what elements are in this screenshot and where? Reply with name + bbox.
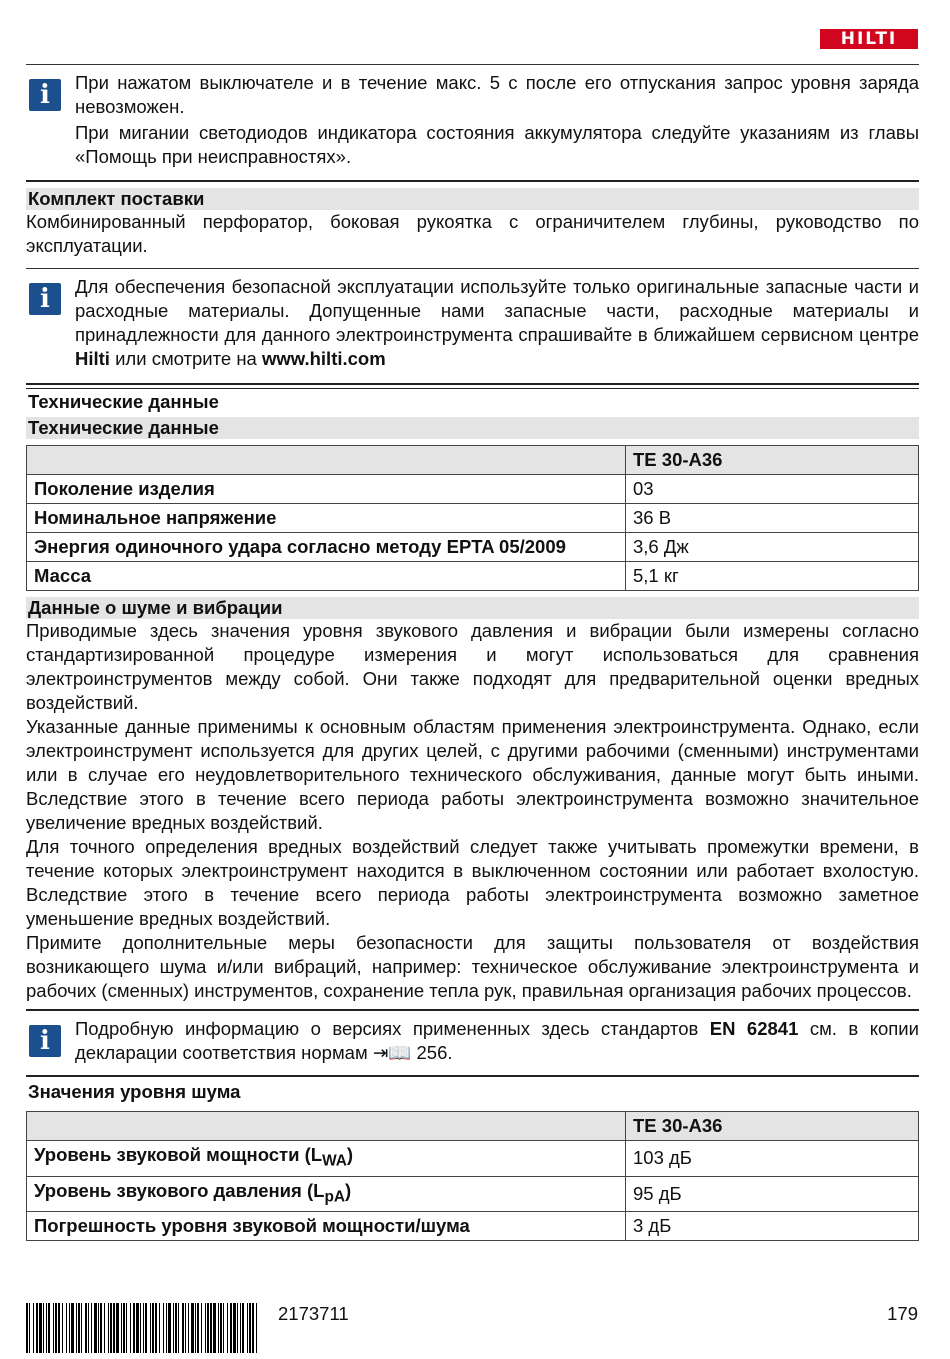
section-title-tech-outer: Технические данные: [28, 391, 219, 412]
page-content: [26, 64, 919, 1241]
info-icon: i: [29, 79, 61, 111]
info-note-battery: [26, 65, 919, 175]
section-title-noise: Данные о шуме и вибрации: [26, 597, 919, 619]
divider: [26, 1075, 919, 1077]
table-row: Номинальное напряжение 36 В: [27, 504, 919, 533]
table-header-row: [27, 1112, 919, 1141]
table-row: Поколение изделия 03: [27, 475, 919, 504]
page-reference-icon: ⇥📖: [372, 1042, 417, 1063]
model-header: TE 30-A36: [626, 1112, 919, 1141]
reference-page: 256.: [416, 1042, 453, 1063]
noise-paragraph: Приводимые здесь значения уровня звукового давления и вибрации были измерены согласно стандартизированной процедуре измерения и могут использоваться для сравнения электроинструментов между собой. Они также подходят для предварительной оценки вредных воздействий.: [26, 620, 919, 713]
info-icon: i: [29, 1025, 61, 1057]
table-header-row: [27, 446, 919, 475]
table-row: Погрешность уровня звуковой мощности/шума 3 дБ: [27, 1212, 919, 1241]
barcode: [26, 1303, 258, 1353]
note-text: Подробную информацию о версиях примененных здесь стандартов EN 62841 см. в копии декларации соответствия нормам ⇥📖 256.: [75, 1018, 919, 1063]
table-row: Масса 5,1 кг: [27, 562, 919, 591]
standard-name: EN 62841: [709, 1018, 799, 1039]
table-row: Энергия одиночного удара согласно методу EPTA 05/2009 3,6 Дж: [27, 533, 919, 562]
note-text: При мигании светодиодов индикатора состояния аккумулятора следуйте указаниям из главы «Помощь при неисправностях».: [75, 122, 919, 167]
brand-name: Hilti: [75, 348, 110, 369]
noise-paragraph: Для точного определения вредных воздействий следует также учитывать промежутки времени, в течение которых электроинструмент находится в выключенном состоянии или работает вхолостую. Вследствие этого в течение всего периода работы электроинструмента возможно заметное уменьшение вредных воздействий.: [26, 836, 919, 929]
table-row: Уровень звукового давления $(L_{pA})$ 95 дБ: [27, 1176, 919, 1212]
page-number: 179: [887, 1303, 918, 1324]
model-header: TE 30-A36: [626, 446, 919, 475]
hilti-logo: HILTI: [820, 29, 918, 49]
section-title-noise-levels: Значения уровня шума: [28, 1081, 241, 1102]
noise-paragraph: Указанные данные применимы к основным областям применения электроинструмента. Однако, если электроинструмент используется для других целей, с другими рабочими (сменными) инструментами или в случае его неудовлетворительного технического обслуживания, данные могут быть иными. Вследствие этого в течение всего периода работы электроинструмента возможно значительное увеличение вредных воздействий.: [26, 716, 919, 833]
document-code: 2173711: [278, 1303, 349, 1324]
info-icon: i: [29, 283, 61, 315]
noise-paragraph: Примите дополнительные меры безопасности для защиты пользователя от воздействия возникающего шума и/или вибраций, например: техническое обслуживание электроинструмента и рабочих (сменных) инструментов, сохранение тепла рук, правильная организация рабочих процессов.: [26, 932, 919, 1001]
divider: [26, 180, 919, 182]
section-title-delivery: Комплект поставки: [26, 188, 919, 210]
website-link[interactable]: www.hilti.com: [261, 348, 386, 369]
delivery-text: Комбинированный перфоратор, боковая рукоятка с ограничителем глубины, руководство по эксплуатации.: [26, 211, 919, 256]
section-title-tech: Технические данные: [26, 417, 919, 439]
info-note-parts: [26, 269, 919, 377]
info-note-standards: [26, 1011, 919, 1071]
table-row: Уровень звуковой мощности $(L_{WA})$ 103 дБ: [27, 1141, 919, 1177]
noise-levels-table: [26, 1111, 919, 1241]
note-text: При нажатом выключателе и в течение макс. 5 с после его отпускания запрос уровня заряда невозможен.: [75, 72, 919, 117]
tech-data-table: [26, 445, 919, 591]
note-text: Для обеспечения безопасной эксплуатации используйте только оригинальные запасные части и расходные материалы. Допущенные нами запасные части, расходные материалы и принадлежности для данного электроинструмента спрашивайте в ближайшем сервисном центре Hilti или смотрите на www.hilti.com: [75, 276, 919, 369]
